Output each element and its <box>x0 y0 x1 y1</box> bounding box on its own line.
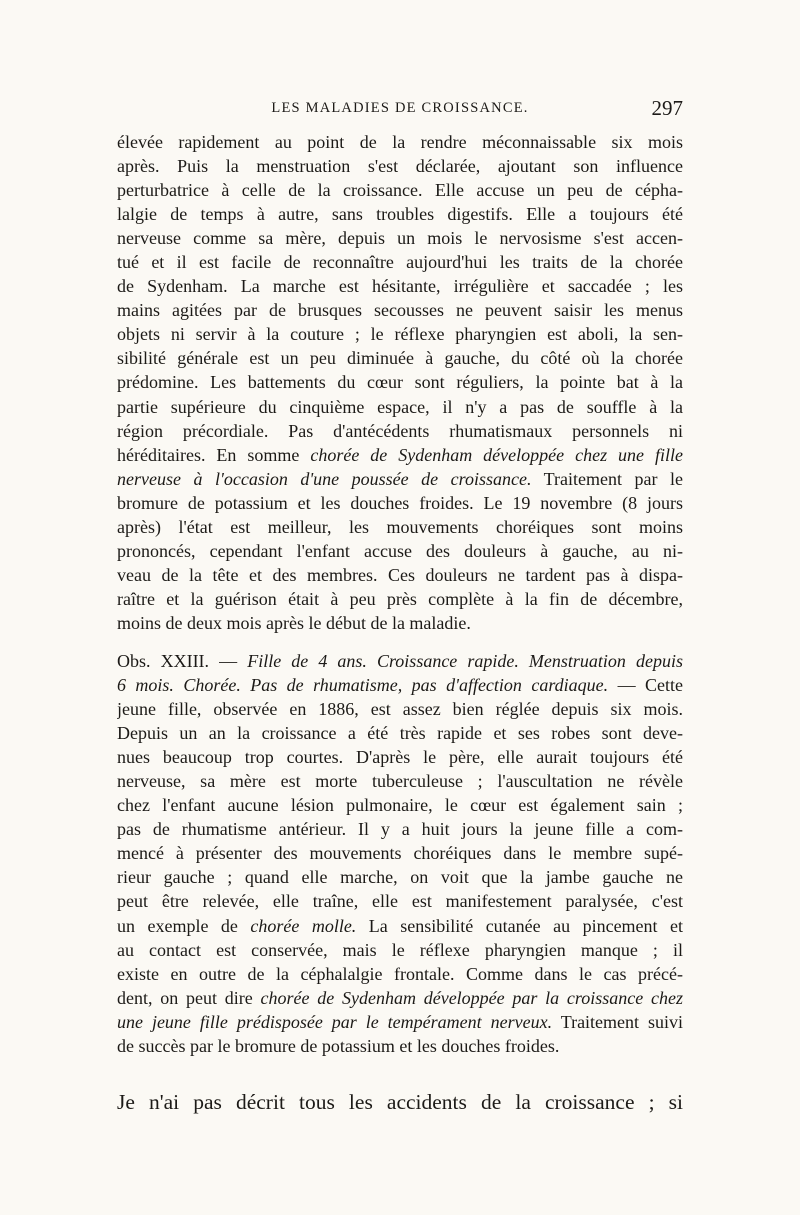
text-line <box>117 841 683 865</box>
text-line <box>117 395 683 419</box>
text-span: mains agitées par de brusques secousses ne peuvent saisir les menus <box>117 300 683 321</box>
text-span: après) l'état est meilleur, les mouvements choréiques sont moins <box>117 516 683 537</box>
text-span: perturbatrice à celle de la croissance. Elle accuse un peu de cépha- <box>117 180 683 201</box>
text-span: jeune fille, observée en 1886, est assez bien réglée depuis six mois. <box>117 699 683 720</box>
text-line <box>117 914 683 938</box>
page-number: 297 <box>651 96 683 120</box>
text-line <box>117 202 683 226</box>
text-span: chez l'enfant aucune lésion pulmonaire, le cœur est également sain ; <box>117 795 683 816</box>
text-line <box>117 298 683 322</box>
text-span: dent, on peut dire <box>117 987 261 1008</box>
text-span: Obs. XXIII. — <box>117 650 248 671</box>
text-span: de Sydenham. La marche est hésitante, irrégulière et saccadée ; les <box>117 276 683 297</box>
text-span: mencé à présenter des mouvements choréiques dans le membre supé- <box>117 843 683 864</box>
text-span: raître et la guérison était à peu près complète à la fin de décembre, <box>117 588 683 609</box>
text-line <box>117 817 683 841</box>
text-line <box>117 745 683 769</box>
text-line <box>117 322 683 346</box>
text-line <box>117 938 683 962</box>
text-line <box>117 721 683 745</box>
text-line <box>117 274 683 298</box>
page-header <box>117 96 683 124</box>
text-span: existe en outre de la céphalalgie frontale. Comme dans le cas précé- <box>117 963 683 984</box>
text-span: partie supérieure du cinquième espace, il n'y a pas de souffle à la <box>117 396 683 417</box>
text-line <box>117 986 683 1010</box>
text-span: héréditaires. En somme <box>117 444 311 465</box>
text-span: veau de la tête et des membres. Ces douleurs ne tardent pas à dispa- <box>117 564 683 585</box>
italic-span: 6 mois. Chorée. Pas de rhumatisme, pas d'affection cardiaque. <box>117 675 609 696</box>
text-line <box>117 673 683 697</box>
text-span: Depuis un an la croissance a été très rapide et ses robes sont deve- <box>117 723 683 744</box>
text-span: Traitement par le <box>531 468 683 489</box>
text-span: prédomine. Les battements du cœur sont réguliers, la pointe bat à la <box>117 372 683 393</box>
text-line <box>117 649 683 673</box>
running-title: LES MALADIES DE CROISSANCE. <box>271 100 529 116</box>
text-span: La sensibilité cutanée au pincement et <box>356 915 683 936</box>
italic-span: Fille de 4 ans. Croissance rapide. Menstruation depuis <box>247 650 683 671</box>
italic-span: chorée de Sydenham développée par la croissance chez <box>260 987 683 1008</box>
text-line <box>117 962 683 986</box>
text-span: lalgie de temps à autre, sans troubles digestifs. Elle a toujours été <box>117 204 683 225</box>
text-span: tué et il est facile de reconnaître aujourd'hui les traits de la chorée <box>117 252 683 273</box>
text-line <box>117 1034 683 1058</box>
text-span: de succès par le bromure de potassium et les douches froides. <box>117 1035 560 1056</box>
text-span: — Cette <box>608 675 683 696</box>
text-span: Traitement suivi <box>552 1011 683 1032</box>
text-span: pas de rhumatisme antérieur. Il y a huit jours la jeune fille a com- <box>117 819 683 840</box>
text-span: après. Puis la menstruation s'est déclarée, ajoutant son influence <box>117 156 683 177</box>
text-span: peut être relevée, elle traîne, elle est manifestement paralysée, c'est <box>117 891 683 912</box>
text-line <box>117 611 683 635</box>
text-line <box>117 793 683 817</box>
text-line <box>117 865 683 889</box>
text-span: objets ni servir à la couture ; le réflexe pharyngien est aboli, la sen- <box>117 324 683 345</box>
text-line <box>117 443 683 467</box>
text-span: région précordiale. Pas d'antécédents rhumatismaux personnels ni <box>117 420 683 441</box>
text-line <box>117 1010 683 1034</box>
text-line <box>117 587 683 611</box>
text-line <box>117 370 683 394</box>
paragraph-case-continuation <box>117 130 683 635</box>
italic-span: une jeune fille prédisposée par le tempérament nerveux. <box>117 1011 553 1032</box>
text-span: un exemple de <box>117 915 251 936</box>
text-span: nerveuse comme sa mère, depuis un mois le nervosisme s'est accen- <box>117 228 683 249</box>
text-line <box>117 346 683 370</box>
text-line <box>117 419 683 443</box>
text-line <box>117 539 683 563</box>
text-line <box>117 130 683 154</box>
text-span: prononcés, cependant l'enfant accuse des douleurs à gauche, au ni- <box>117 540 683 561</box>
text-span: au contact est conservée, mais le réflexe pharyngien manque ; il <box>117 939 683 960</box>
text-span: élevée rapidement au point de la rendre méconnaissable six mois <box>117 132 683 152</box>
text-line <box>117 697 683 721</box>
text-span: nues beaucoup trop courtes. D'après le père, elle aurait toujours été <box>117 747 683 768</box>
text-line <box>117 515 683 539</box>
text-span: bromure de potassium et les douches froides. Le 19 novembre (8 jours <box>117 492 683 513</box>
text-line <box>117 250 683 274</box>
text-line <box>117 889 683 913</box>
text-line <box>117 563 683 587</box>
text-line <box>117 178 683 202</box>
final-line: Je n'ai pas décrit tous les accidents de la croissance ; si <box>117 1090 683 1114</box>
text-line <box>117 769 683 793</box>
text-span: rieur gauche ; quand elle marche, on voit que la jambe gauche ne <box>117 867 683 888</box>
text-span: sibilité générale est un peu diminuée à gauche, du côté où la chorée <box>117 348 683 369</box>
italic-span: chorée molle. <box>250 915 357 936</box>
text-span: moins de deux mois après le début de la maladie. <box>117 612 471 633</box>
text-line <box>117 154 683 178</box>
body-text <box>117 130 683 1058</box>
italic-span: chorée de Sydenham développée chez une fille <box>310 444 683 465</box>
text-line <box>117 491 683 515</box>
paragraph-observation-xxiii <box>117 649 683 1058</box>
text-line <box>117 467 683 491</box>
text-line <box>117 226 683 250</box>
text-span: nerveuse, sa mère est morte tuberculeuse ; l'auscultation ne révèle <box>117 771 683 792</box>
italic-span: nerveuse à l'occasion d'une poussée de croissance. <box>117 468 532 489</box>
